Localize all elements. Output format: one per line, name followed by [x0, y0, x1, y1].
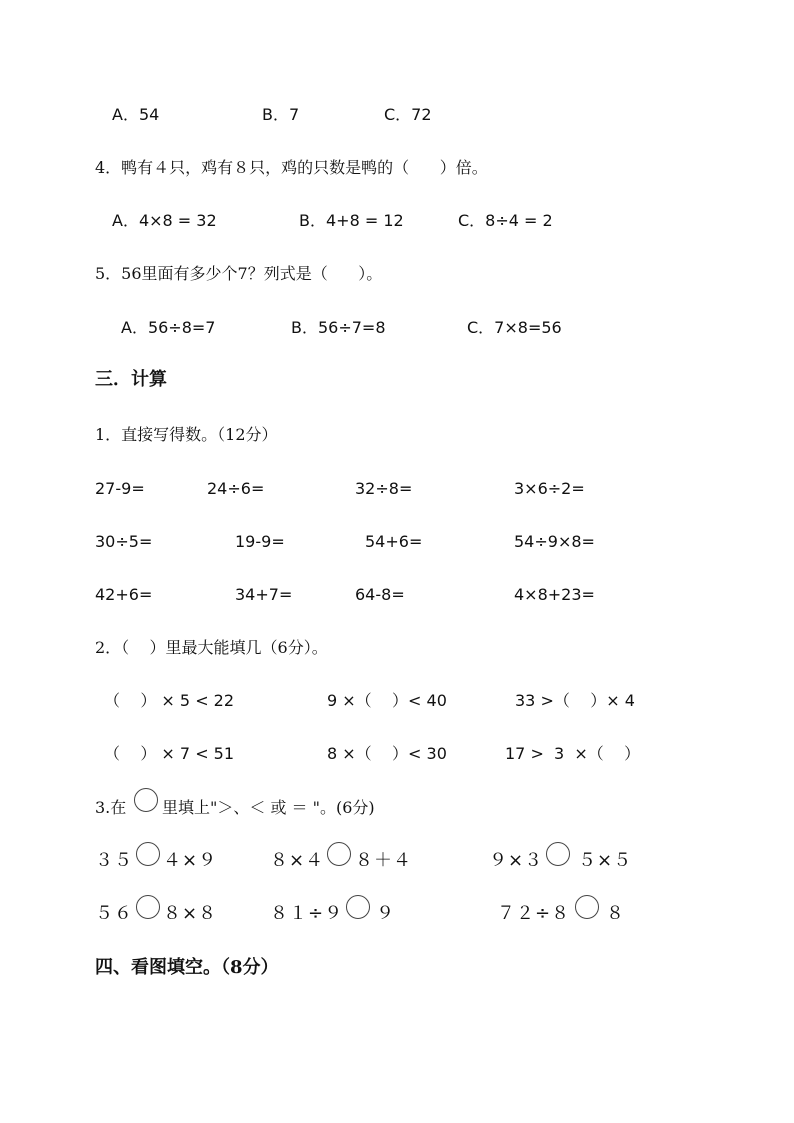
calc-item: 32÷8= — [355, 479, 413, 498]
inequality-item: 8 ×（ ）< 30 — [327, 744, 447, 763]
part-3-title-pre: 3.在 — [95, 798, 127, 817]
inequality-item: 9 ×（ ）< 40 — [327, 691, 447, 710]
q5-question: 5．56里面有多少个7？列式是（ ）。 — [95, 264, 383, 283]
part-1-title: 1．直接写得数。（12分） — [95, 425, 278, 444]
q4-option-c: C．8÷4 = 2 — [458, 211, 553, 230]
compare-left: ８×４ — [270, 850, 325, 871]
q5-option-c: C．7×8=56 — [467, 318, 562, 337]
calc-item: 42+6= — [95, 585, 153, 604]
compare-circle[interactable] — [346, 895, 370, 919]
compare-right: ９ — [376, 903, 395, 924]
compare-left: ５６ — [95, 903, 133, 924]
compare-left: ９×３ — [489, 850, 544, 871]
q4-question: 4．鸭有４只，鸡有８只，鸡的只数是鸭的（ ）倍。 — [95, 158, 488, 177]
calc-item: 27-9= — [95, 479, 145, 498]
compare-circle[interactable] — [327, 842, 351, 866]
q3-option-b: B．7 — [262, 105, 300, 124]
calc-item: 4×8+23= — [514, 585, 595, 604]
part-2-title: 2．（ ）里最大能填几（6分）。 — [95, 638, 328, 657]
compare-circle[interactable] — [136, 895, 160, 919]
calc-item: 54÷9×8= — [514, 532, 595, 551]
part-3-title-post: 里填上"＞、＜ 或 ＝ "。(6分) — [162, 798, 375, 817]
compare-right: ８ — [606, 903, 625, 924]
calc-item: 64-8= — [355, 585, 405, 604]
section-4-title: 四、看图填空。（8分） — [95, 957, 279, 978]
section-3-title: 三．计算 — [95, 369, 167, 390]
q5-option-b: B．56÷7=8 — [291, 318, 386, 337]
q4-option-b: B．4+8 = 12 — [299, 211, 404, 230]
compare-left: ８１÷９ — [270, 903, 344, 924]
compare-right: ４×９ — [163, 850, 218, 871]
compare-right: ８＋４ — [355, 850, 412, 871]
calc-item: 54+6= — [365, 532, 423, 551]
compare-left: ３５ — [95, 850, 133, 871]
q3-option-c: C．72 — [384, 105, 432, 124]
inequality-item: 33 >（ ）× 4 — [515, 691, 635, 710]
inequality-item: （ ） × 5 < 22 — [104, 691, 235, 710]
inequality-item: 17 > 3 ×（ ） — [505, 744, 641, 763]
q5-option-a: A．56÷8=7 — [121, 318, 216, 337]
q3-option-a: A．54 — [112, 105, 160, 124]
compare-right: ８×８ — [163, 903, 218, 924]
compare-circle-example — [134, 788, 158, 812]
calc-item: 24÷6= — [207, 479, 265, 498]
calc-item: 3×6÷2= — [514, 479, 585, 498]
compare-left: ７２÷８ — [497, 903, 571, 924]
q4-option-a: A．4×8 = 32 — [112, 211, 217, 230]
compare-circle[interactable] — [546, 842, 570, 866]
compare-circle[interactable] — [575, 895, 599, 919]
compare-right: ５×５ — [578, 850, 633, 871]
inequality-item: （ ） × 7 < 51 — [104, 744, 235, 763]
calc-item: 19-9= — [235, 532, 285, 551]
calc-item: 30÷5= — [95, 532, 153, 551]
compare-circle[interactable] — [136, 842, 160, 866]
calc-item: 34+7= — [235, 585, 293, 604]
